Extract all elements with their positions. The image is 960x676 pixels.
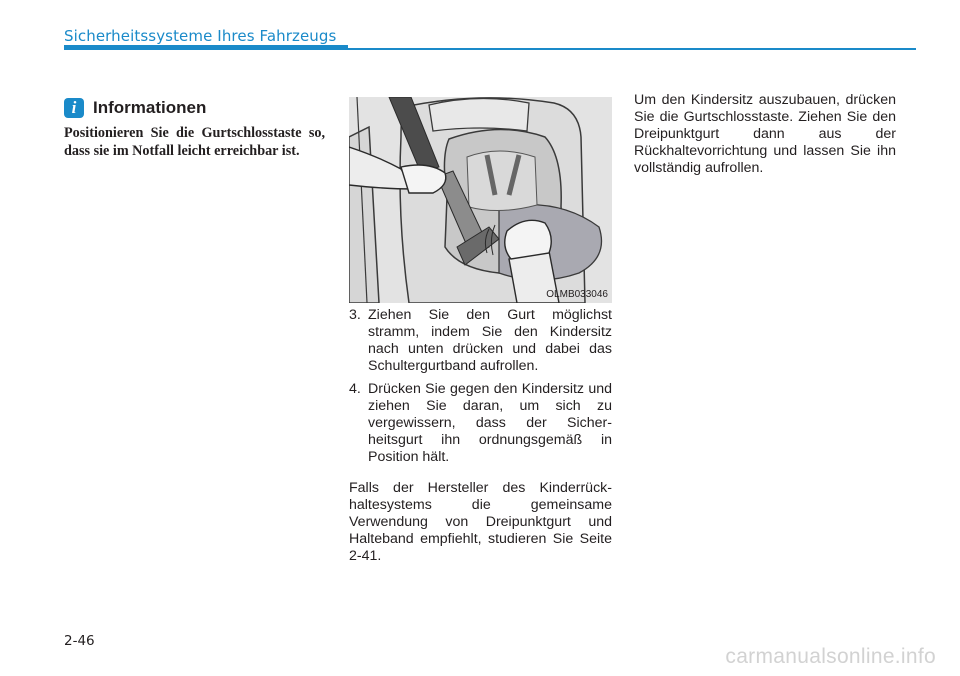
figure-code: OLMB033046 — [546, 289, 608, 300]
step-text: Drücken Sie gegen den Kindersitz und ziehen Sie daran, um sich zu vergewissern, dass der Sicher-heitsgurt ihn ordnungsgemäß in Position hält. — [368, 381, 612, 465]
right-column-paragraph: Um den Kindersitz auszubauen, drücken Sie die Gurtschlosstaste. Ziehen Sie den Dreipunktgurt dann aus der Rückhaltevorrichtung und lassen Sie ihn vollständig aufrollen. — [634, 92, 896, 176]
watermark: carmanualsonline.info — [725, 645, 936, 668]
seat-padding — [467, 151, 537, 211]
page-number: 2-46 — [64, 633, 95, 649]
info-heading — [64, 96, 206, 120]
info-text: Positionieren Sie die Gurtschlosstaste so, dass sie im Notfall leicht erreichbar ist. — [64, 125, 325, 159]
step-4 — [349, 381, 612, 466]
step-3 — [349, 307, 612, 375]
header-rule-thin — [64, 48, 916, 50]
step-number: 3. — [349, 307, 361, 323]
child-seat-illustration — [349, 97, 612, 303]
middle-column — [349, 307, 612, 565]
middle-paragraph: Falls der Hersteller des Kinderrück-haltesystems die gemeinsame Verwendung von Dreipunktgurt und Halteband empfiehlt, studieren Sie Seite 2-41. — [349, 480, 612, 564]
illustration — [349, 97, 612, 303]
step-number: 4. — [349, 381, 361, 397]
info-icon: i — [64, 98, 84, 118]
header-title: Sicherheitssysteme Ihres Fahrzeugs — [64, 27, 337, 45]
headrest — [429, 98, 529, 131]
info-title: Informationen — [93, 98, 207, 117]
hand-upper — [401, 165, 446, 193]
step-text: Ziehen Sie den Gurt möglichst stramm, indem Sie den Kindersitz nach unten drücken und dabei das Schultergurtband aufrollen. — [368, 307, 612, 374]
